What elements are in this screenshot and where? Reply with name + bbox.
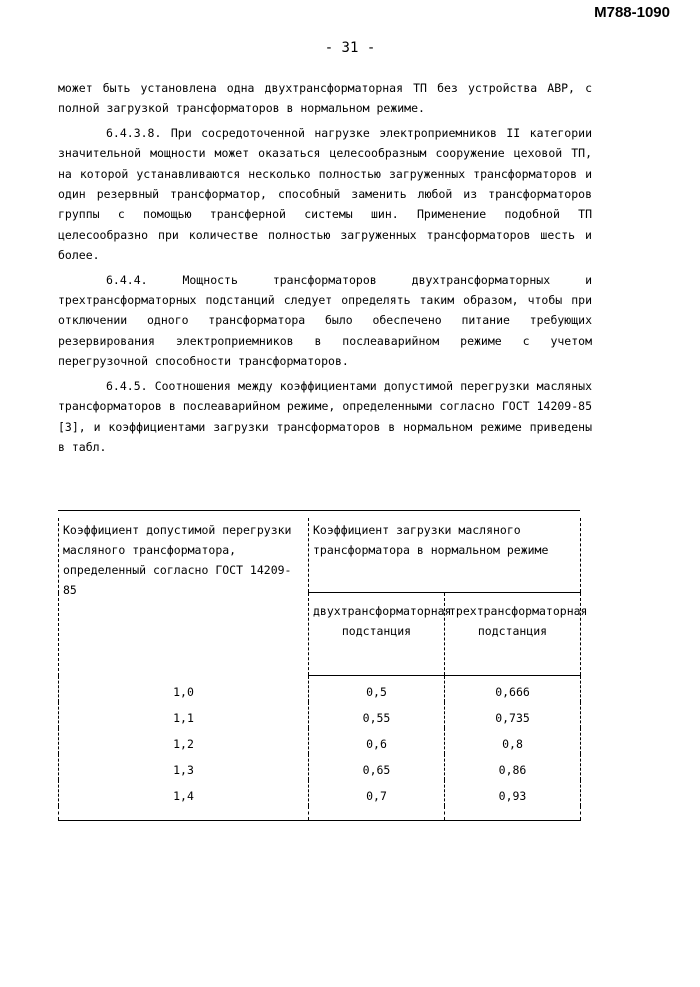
paragraph-6-4-3-8: 6.4.3.8. При сосредоточенной нагрузке электроприемников II категории значительной мощности может оказаться целесообразным сооружение цеховой ТП, на которой устанавливаются несколько полностью загруженных трансформаторов и один резервный трансформатор, способный заменить любой из трансформаторов группы с помощью трансферной системы шин. Применение подобной ТП целесообразно при количестве полностью загруженных трансформаторов шесть и более.	[58, 125, 592, 263]
cell-overload: 1,1	[59, 702, 309, 728]
cell-two-transformer: 0,6	[309, 728, 445, 754]
cell-overload: 1,0	[59, 676, 309, 703]
cell-two-transformer: 0,7	[309, 780, 445, 806]
empty-cell	[309, 806, 445, 821]
header-overload-coefficient: Коэффициент допустимой перегрузки масляного трансформатора, определенный согласно ГОСТ 14209-85	[59, 518, 309, 676]
table-row	[59, 702, 581, 728]
table-top-rule	[58, 510, 580, 511]
cell-three-transformer: 0,86	[445, 754, 581, 780]
body-text	[58, 78, 592, 461]
paragraph-continuation: может быть установлена одна двухтрансформаторная ТП без устройства АВР, с полной загрузкой трансформаторов в нормальном режиме.	[58, 81, 592, 116]
subheader-two-transformer: двухтрансформаторная подстанция	[309, 593, 445, 676]
empty-cell	[445, 806, 581, 821]
document-id: M788-1090	[594, 4, 670, 21]
cell-two-transformer: 0,55	[309, 702, 445, 728]
cell-three-transformer: 0,8	[445, 728, 581, 754]
table-row	[59, 754, 581, 780]
cell-two-transformer: 0,65	[309, 754, 445, 780]
table-header-row	[59, 518, 581, 593]
table-row	[59, 728, 581, 754]
cell-overload: 1,2	[59, 728, 309, 754]
paragraph-6-4-5: 6.4.5. Соотношения между коэффициентами допустимой перегрузки масляных трансформаторов в послеаварийном режиме, определенными согласно ГОСТ 14209-85 [3], и коэффициентами загрузки трансформаторов в нормальном режиме приведены в табл.	[58, 378, 592, 454]
paragraph-6-4-4: 6.4.4. Мощность трансформаторов двухтрансформаторных и трехтрансформаторных подстанций следует определять таким образом, чтобы при отключении одного трансформатора было обеспечено питание требующих резервирования электроприемников в послеаварийном режиме с учетом перегрузочной способности трансформаторов.	[58, 272, 592, 369]
cell-overload: 1,4	[59, 780, 309, 806]
cell-two-transformer: 0,5	[309, 676, 445, 703]
page-number: - 31 -	[324, 40, 376, 56]
coefficient-table	[58, 518, 588, 821]
header-load-coefficient: Коэффициент загрузки масляного трансформатора в нормальном режиме	[309, 518, 581, 593]
table-row	[59, 676, 581, 703]
table-bottom-row	[59, 806, 581, 821]
cell-three-transformer: 0,93	[445, 780, 581, 806]
cell-overload: 1,3	[59, 754, 309, 780]
empty-cell	[59, 806, 309, 821]
subheader-three-transformer: трехтрансформаторная подстанция	[445, 593, 581, 676]
cell-three-transformer: 0,735	[445, 702, 581, 728]
table-row	[59, 780, 581, 806]
cell-three-transformer: 0,666	[445, 676, 581, 703]
